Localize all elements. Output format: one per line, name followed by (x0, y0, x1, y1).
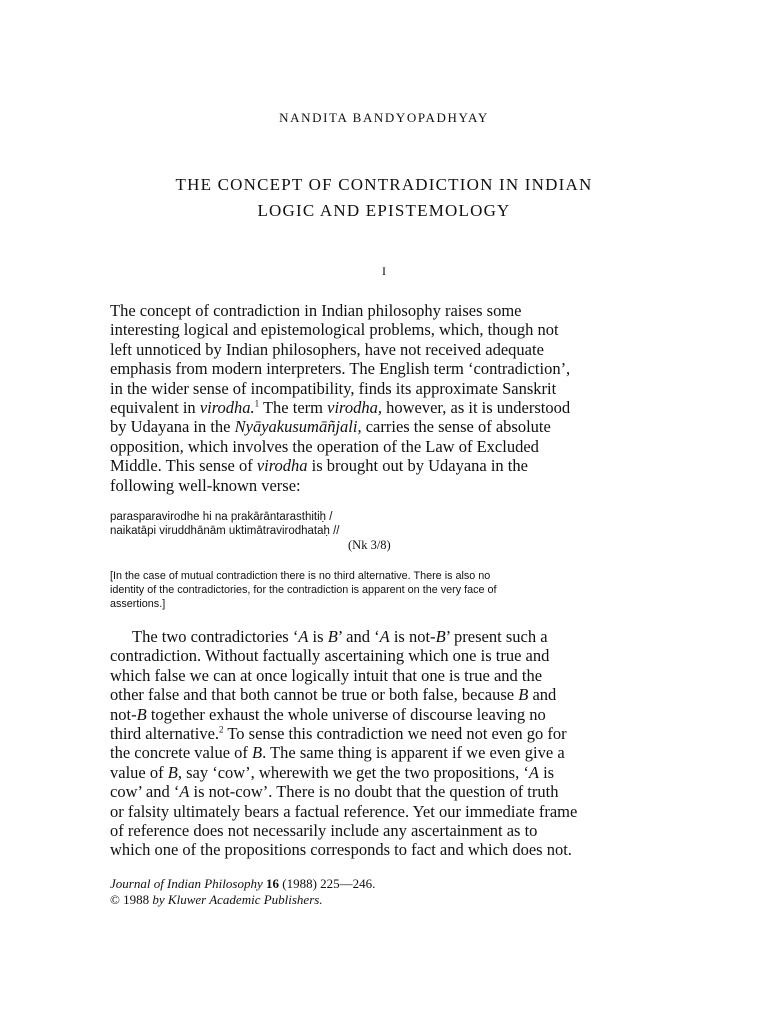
translation-line: identity of the contradictories, for the contradiction is apparent on the very face of (110, 584, 497, 596)
title-line-1: THE CONCEPT OF CONTRADICTION IN INDIAN (175, 175, 593, 194)
text-run: not- (110, 704, 137, 724)
publisher-name: by Kluwer Academic Publishers. (152, 892, 323, 907)
variable: B (327, 627, 338, 646)
sanskrit-verse (110, 510, 658, 552)
text-run: value of (110, 762, 168, 782)
text-run: together exhaust the whole universe of discourse leaving no (146, 704, 546, 724)
italic-term: virodha (256, 456, 308, 476)
variable: A (379, 627, 390, 646)
variable: B (167, 762, 178, 782)
text-run: however, as it is understood (381, 398, 571, 418)
text-run: the concrete value of (110, 743, 253, 763)
text-line (110, 743, 658, 762)
text-line: opposition, which involves the operation of the Law of Excluded (110, 436, 539, 456)
variable: A (298, 627, 309, 646)
section-number: I (382, 264, 386, 278)
text-line: interesting logical and epistemological problems, which, though not (110, 320, 559, 340)
text-run: ’ present such a (445, 627, 548, 646)
text-run: is brought out by Udayana in the (307, 456, 528, 476)
verse-translation (110, 569, 658, 611)
text-run: . The same thing is apparent if we even give a (262, 743, 565, 763)
text-line (110, 627, 658, 646)
text-line: which false we can at once logically intuit that one is true and the (110, 665, 543, 685)
text-run: carries the sense of absolute (361, 417, 551, 437)
text-line (110, 456, 658, 475)
variable: B (252, 743, 263, 763)
paragraph-2 (110, 627, 658, 860)
verse-line-2: naikatāpi viruddhānām uktimātravirodhataḥ // (110, 525, 340, 537)
text-line (110, 705, 658, 724)
variable: B (136, 704, 147, 724)
text-line (110, 417, 658, 436)
text-line (110, 763, 658, 782)
text-run: , say ‘cow’, wherewith we get the two propositions, ‘ (177, 762, 529, 782)
paragraph-1 (110, 301, 658, 495)
translation-line: [In the case of mutual contradiction there is no third alternative. There is also no (110, 570, 491, 582)
text-line: which one of the propositions corresponds to fact and which does not. (110, 840, 572, 860)
journal-name: Journal of Indian Philosophy (110, 876, 263, 891)
text-line (110, 782, 658, 801)
italic-title: Nyāyakusumāñjali, (234, 417, 362, 437)
text-line: following well-known verse: (110, 475, 301, 495)
text-run: and (528, 685, 557, 705)
title-line-2: LOGIC AND EPISTEMOLOGY (257, 201, 511, 220)
copyright-year: © 1988 (110, 892, 153, 907)
text-line: contradiction. Without factually ascertaining which one is true and (110, 646, 550, 666)
article-title (0, 172, 768, 224)
journal-footer (110, 876, 658, 908)
author-name: NANDITA BANDYOPADHYAY (279, 110, 489, 125)
text-line: left unnoticed by Indian philosophers, have not received adequate (110, 339, 544, 359)
italic-term: virodha, (327, 398, 382, 418)
text-run: is (538, 762, 555, 782)
text-run: third alternative. (110, 724, 220, 744)
text-line (110, 685, 658, 704)
variable: B (518, 685, 529, 705)
verse-reference: (Nk 3/8) (348, 538, 391, 552)
text-run: is (308, 627, 328, 646)
variable: B (435, 627, 446, 646)
text-run: ’ and ‘ (337, 627, 380, 646)
text-run: The term (259, 398, 328, 418)
translation-line: assertions.] (110, 598, 166, 610)
footnote-ref-1[interactable]: 1 (254, 398, 260, 409)
text-line: or falsity ultimately bears a factual reference. Yet our immediate frame (110, 801, 578, 821)
variable: A (179, 782, 190, 802)
verse-line-1: parasparavirodhe hi na prakārāntarasthitiḥ / (110, 511, 333, 523)
text-line (110, 724, 658, 743)
text-run: by Udayana in the (110, 417, 235, 437)
text-run: equivalent in (110, 398, 200, 418)
journal-volume: 16 (262, 876, 279, 891)
text-line: in the wider sense of incompatibility, finds its approximate Sanskrit (110, 378, 557, 398)
text-run: To sense this contradiction we need not even go for (223, 724, 567, 744)
text-run: cow’ and ‘ (110, 782, 180, 802)
copyright-line (110, 892, 658, 908)
text-run: Middle. This sense of (110, 456, 257, 476)
text-run: is not-cow’. There is no doubt that the question of truth (189, 782, 559, 802)
text-run: other false and that both cannot be true or both false, because (110, 685, 519, 705)
text-run: is not- (389, 627, 436, 646)
text-run: The two contradictories ‘ (132, 627, 299, 646)
journal-pages: (1988) 225—246. (279, 876, 376, 891)
text-line (110, 398, 658, 417)
text-line: of reference does not necessarily include any ascertainment as to (110, 821, 538, 841)
variable: A (528, 762, 539, 782)
footnote-ref-2[interactable]: 2 (219, 724, 224, 735)
text-line: emphasis from modern interpreters. The English term ‘contradiction’, (110, 359, 571, 379)
text-line: The concept of contradiction in Indian philosophy raises some (110, 301, 522, 320)
journal-citation (110, 876, 658, 892)
italic-term: virodha. (199, 398, 255, 418)
